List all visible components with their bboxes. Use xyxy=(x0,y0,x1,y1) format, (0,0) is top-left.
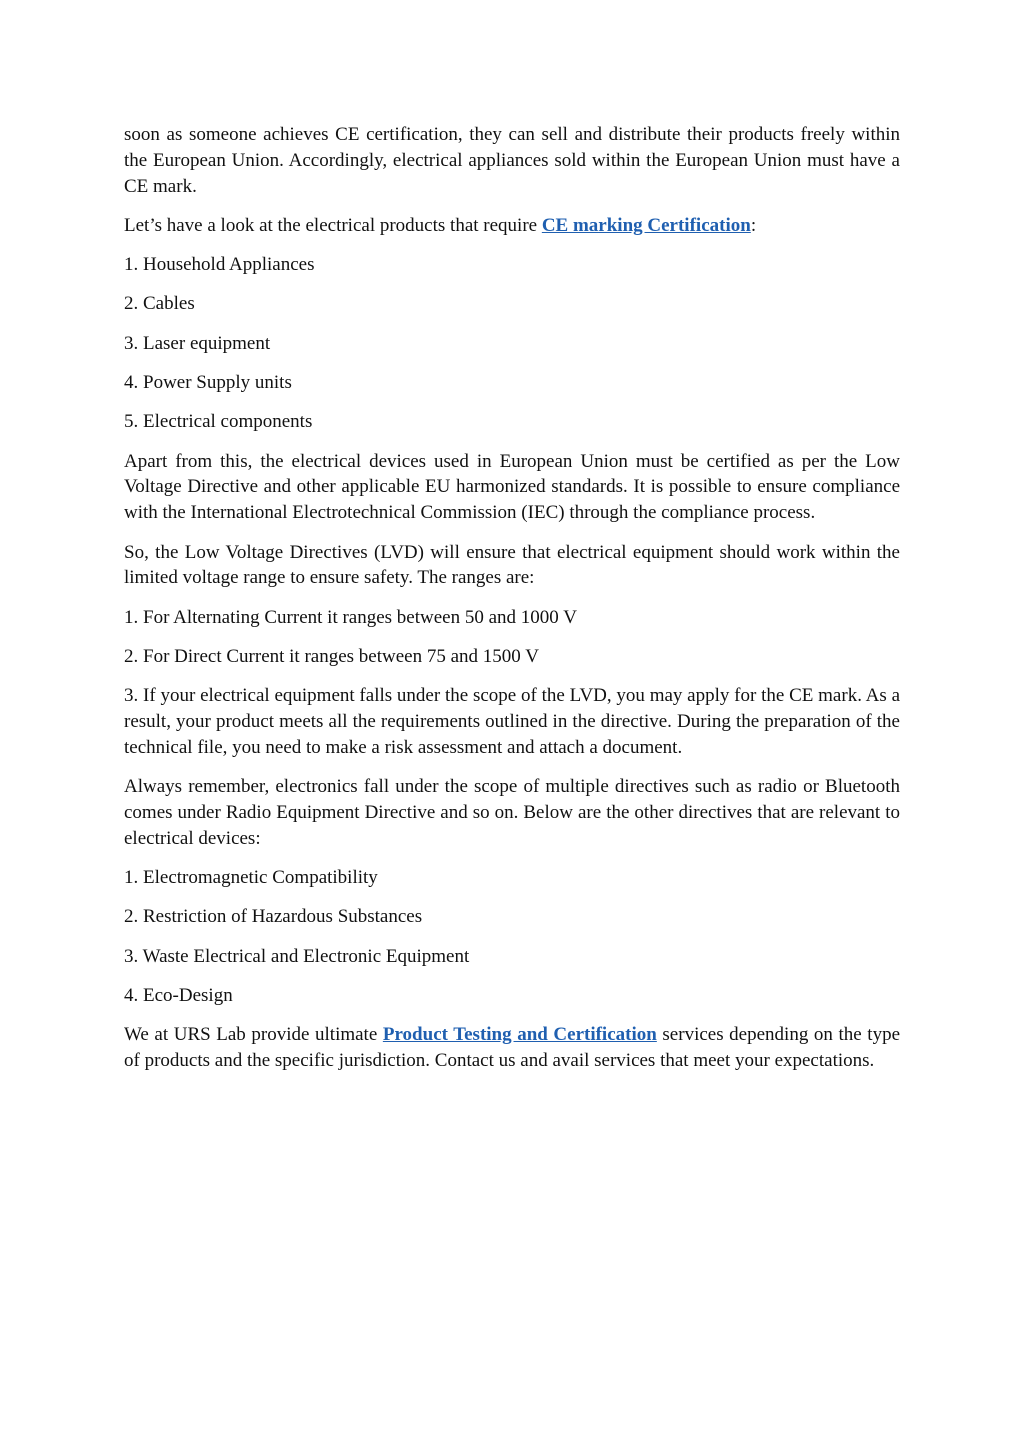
lvd-paragraph: Apart from this, the electrical devices used in European Union must be certified as per the Low Voltage Directive and other applicable EU harmonized standards. It is possible to ensure compliance with the International Electrotechnical Commission (IEC) through the compliance process. xyxy=(124,450,900,524)
closing-text-start: We at URS Lab provide ultimate xyxy=(124,1024,383,1046)
list-item: 2. For Direct Current it ranges between 75 and 1500 V xyxy=(124,645,539,667)
intro-paragraph: soon as someone achieves CE certification, they can sell and distribute their products freely within the European Union. Accordingly, electrical appliances sold within the European Union must have a CE mark. xyxy=(124,124,900,197)
list-item: 2. Restriction of Hazardous Substances xyxy=(124,906,423,928)
products-intro-text: Let’s have a look at the electrical products that require xyxy=(124,214,542,236)
list-item: 1. For Alternating Current it ranges between 50 and 1000 V xyxy=(124,606,577,628)
products-intro-colon: : xyxy=(750,214,757,236)
closing-text-end: services depending on the type of products and the specific jurisdiction. Contact us and avail services that meet your expectations. xyxy=(124,1024,901,1072)
directives-paragraph: Always remember, electronics fall under the scope of multiple directives such as radio or Bluetooth comes under Radio Equipment Directive and so on. Below are the other directives that are relevant to electrical devices: xyxy=(124,776,900,849)
product-testing-certification-link[interactable]: Product Testing and Certification xyxy=(382,1024,657,1046)
list-item: 4. Power Supply units xyxy=(124,372,292,394)
list-item: 1. Household Appliances xyxy=(124,254,315,276)
list-item: 3. Laser equipment xyxy=(124,332,271,354)
products-intro-paragraph xyxy=(124,213,900,239)
list-item: 3. If your electrical equipment falls under the scope of the LVD, you may apply for the CE mark. As a result, your product meets all the requirements outlined in the directive. During the preparation of the technical file, you need to make a risk assessment and attach a document. xyxy=(124,685,900,758)
list-item: 1. Electromagnetic Compatibility xyxy=(124,867,378,889)
list-item: 3. Waste Electrical and Electronic Equipment xyxy=(124,945,470,967)
document-body xyxy=(124,122,900,1087)
list-item: 5. Electrical components xyxy=(124,411,313,433)
list-item: 2. Cables xyxy=(124,293,195,315)
ce-marking-certification-link[interactable]: CE marking Certification xyxy=(541,214,751,236)
closing-paragraph xyxy=(124,1022,900,1074)
voltage-range-paragraph: So, the Low Voltage Directives (LVD) will ensure that electrical equipment should work within the limited voltage range to ensure safety. The ranges are: xyxy=(124,541,900,589)
list-item: 4. Eco-Design xyxy=(124,984,233,1006)
